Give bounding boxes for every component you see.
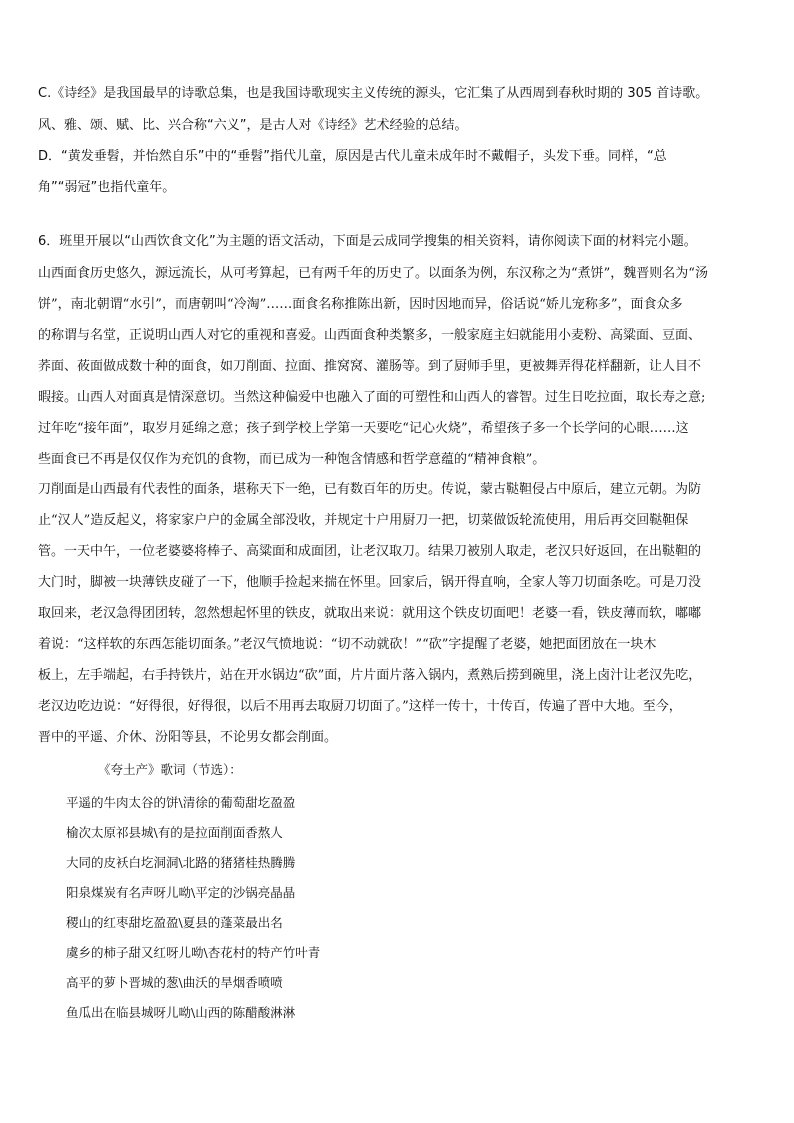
material-2-line: 取回来，老汉急得团团转，忽然想起怀里的铁皮，就取出来说：就用这个铁皮切面吧！老婆一看，铁皮薄而软，嘟嘟 xyxy=(38,606,702,621)
material-2-line: 着说：“这样软的东西怎能切面条。”老汉气愤地说：“切不动就砍！”“砍”字提醒了老婆，她把面团放在一块木 xyxy=(38,637,657,652)
song-line: 大同的皮袄白圪洞洞\北路的猪猪桂热腾腾 xyxy=(66,855,296,870)
material-1-line: 些面食已不再是仅仅作为充饥的食物，而已成为一种饱含情感和哲学意蕴的“精神食粮”。 xyxy=(38,452,546,467)
song-line: 榆次太原祁县城\有的是拉面削面香熬人 xyxy=(66,825,283,840)
material-2-line: 刀削面是山西最有代表性的面条，堪称天下一绝，已有数百年的历史。传说，蒙古鞑靼侵占中原后，建立元朝。为防 xyxy=(38,482,702,497)
song-line: 稷山的红枣甜圪盈盈\夏县的蓬菜最出名 xyxy=(66,915,283,930)
material-2-line: 晋中的平遥、介休、汾阳等县，不论男女都会削面。 xyxy=(38,730,338,745)
option-c-line-1: C.《诗经》是我国最早的诗歌总集，也是我国诗歌现实主义传统的源头，它汇集了从西周到春秋时期的 305 首诗歌。 xyxy=(38,86,709,101)
material-2-line: 大门时，脚被一块薄铁皮碰了一下，他顺手捡起来揣在怀里。回家后，锅开得直响，全家人等刀切面条吃。可是刀没 xyxy=(38,575,702,590)
option-d-line-2: 角”“弱冠”也指代童年。 xyxy=(38,180,176,195)
material-2-line: 板上，左手端起，右手持铁片，站在开水锅边“砍”面，片片面片落入锅内，煮熟后捞到碗里，浇上卤汁让老汉先吃， xyxy=(38,668,702,683)
song-line: 高平的萝卜晋城的葱\曲沃的旱烟香喷喷 xyxy=(66,975,283,990)
material-1-line: 的称谓与名堂，正说明山西人对它的重视和喜爱。山西面食种类繁多，一般家庭主妇就能用小麦粉、高粱面、豆面、 xyxy=(38,328,702,343)
song-line: 虞乡的柿子甜又红呀儿呦\杏花村的特产竹叶青 xyxy=(66,945,321,960)
song-line: 鱼瓜出在临县城呀儿呦\山西的陈醋酸淋淋 xyxy=(66,1005,296,1020)
material-2-line: 管。一天中午，一位老婆婆将棒子、高粱面和成面团，让老汉取刀。结果刀被别人取走，老汉只好返回，在出鞑靼的 xyxy=(38,544,702,559)
question-6-stem: 6．班里开展以“山西饮食文化”为主题的语文活动，下面是云成同学搜集的相关资料，请你阅读下面的材料完小题。 xyxy=(38,234,697,249)
material-2-line: 老汉边吃边说：“好得很，好得很，以后不用再去取厨刀切面了。”这样一传十，十传百，传遍了晋中大地。至今， xyxy=(38,699,682,714)
material-1-line: 山西面食历史悠久，源远流长，从可考算起，已有两千年的历史了。以面条为例，东汉称之为“煮饼”，魏晋则名为“汤 xyxy=(38,266,708,281)
song-line: 平遥的牛肉太谷的饼\清徐的葡萄甜圪盈盈 xyxy=(66,795,296,810)
song-line: 阳泉煤炭有名声呀儿呦\平定的沙锅亮晶晶 xyxy=(66,885,296,900)
option-c-line-2: 风、雅、颂、赋、比、兴合称“六义”，是古人对《诗经》艺术经验的总结。 xyxy=(38,118,468,133)
option-d-line-1: D．“黄发垂髫，并怡然自乐”中的“垂髫”指代儿童，原因是古代儿童未成年时不戴帽子，头发下垂。同样，“总 xyxy=(38,149,667,164)
material-2-line: 止“汉人”造反起义，将家家户户的金属全部没收，并规定十户用厨刀一把，切菜做饭轮流使用，用后再交回鞑靼保 xyxy=(38,513,689,528)
material-1-line: 暇接。山西人对面真是情深意切。当然这种偏爱中也融入了面的可塑性和山西人的睿智。过生日吃拉面，取长寿之意; xyxy=(38,390,706,405)
material-1-line: 荞面、莜面做成数十种的面食，如刀削面、拉面、推窝窝、灌肠等。到了厨师手里，更被舞弄得花样翻新，让人目不 xyxy=(38,359,702,374)
song-title: 《夸土产》歌词（节选）： xyxy=(98,762,242,777)
material-1-line: 饼”，南北朝谓“水引”，而唐朝叫“冷淘”……面食名称推陈出新，因时因地而异，俗话说“娇儿宠称多”，面食众多 xyxy=(38,297,683,312)
material-1-line: 过年吃“接年面”，取岁月延绵之意；孩子到学校上学第一天要吃“记心火烧”，希望孩子多一个长学问的心眼……这 xyxy=(38,421,689,436)
